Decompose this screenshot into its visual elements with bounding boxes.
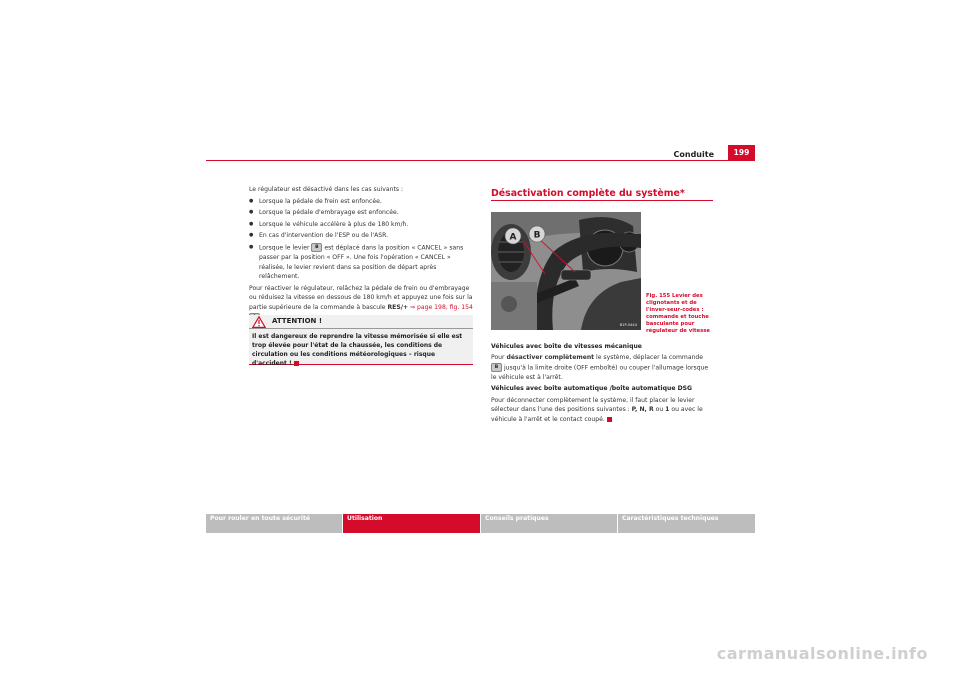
attention-header [249, 315, 473, 329]
attention-text: Il est dangereux de reprendre la vitesse mémorisée si elle est trop élevée pour l'état de la chaussée, les conditions de circulation ou les conditions météorologiques – risque d'accident ! [252, 333, 463, 367]
bullet-item: ● Lorsque la pédale d'embrayage est enfoncée. [249, 208, 474, 218]
end-marker-icon [607, 417, 612, 422]
bullet-item [249, 243, 474, 282]
bullet-item: ● Lorsque le véhicule accélère à plus de 180 km/h. [249, 220, 474, 230]
paragraph-text: jusqu'à la limite droite (OFF emboîté) ou couper l'allumage lorsque le véhicule est à l'arrêt. [491, 364, 709, 382]
running-header-title: Conduite [673, 150, 714, 159]
page-number: 199 [728, 145, 755, 160]
footer-tab-practical-tips[interactable]: Conseils pratiques [481, 514, 617, 533]
bold-term: P, N, R [631, 406, 654, 414]
callout-a-label: A [509, 232, 517, 243]
control-key-badge: B [311, 243, 322, 252]
subheading: Véhicules avec boîte de vitesses mécanique [491, 343, 642, 350]
section-rule [491, 200, 713, 201]
steering-lever-figure [491, 212, 641, 330]
paragraph-text: Pour déconnecter complètement le système, il faut placer le levier sélecteur dans l'une des positions suivantes : [491, 396, 695, 414]
automatic-gearbox-paragraph [491, 396, 715, 425]
paragraph-text: le système, déplacer la commande [596, 354, 704, 362]
footer-tab-safety[interactable]: Pour rouler en toute sécurité [206, 514, 342, 533]
bullet-item: ● Lorsque la pédale de frein est enfoncée. [249, 197, 474, 207]
footer-tab-operation[interactable]: Utilisation [343, 514, 480, 533]
page-reference-link[interactable]: ⇒ page 198, fig. 154 [409, 304, 473, 312]
intro-text: Le régulateur est désactivé dans les cas suivants : [249, 186, 404, 193]
bold-term: RES/+ [387, 304, 409, 312]
section-title: Désactivation complète du système* [491, 188, 685, 199]
left-column [249, 185, 474, 325]
bold-term: 1 [665, 406, 670, 414]
attention-title: ATTENTION ! [272, 317, 323, 325]
control-key-badge: B [491, 363, 502, 372]
figure-code: B1P-0444 [619, 323, 637, 327]
header-rule [206, 160, 755, 161]
watermark-text: carmanualsonline.info [716, 644, 928, 663]
warning-triangle-icon [252, 316, 266, 328]
callout-b-label: B [533, 230, 541, 241]
paragraph-text: Pour réactiver le régulateur, relâchez la pédale de frein ou d'embrayage ou réduisez la vitesse en dessous de 180 km/h et appuyez une fois sur la partie supérieure de la commande à bascule [249, 284, 473, 312]
paragraph-text: ou [655, 406, 664, 414]
bold-term: désactiver complètement [506, 354, 595, 362]
right-column-text [491, 342, 715, 426]
attention-body [249, 329, 473, 368]
footer-tab-technical-specs[interactable]: Caractéristiques techniques [618, 514, 755, 533]
figure-caption: Fig. 155 Levier des clignotants et de l'inver-seur-codes : commande et touche basculante pour régulateur de vitesse [646, 293, 711, 335]
manual-gearbox-paragraph [491, 353, 715, 382]
bullet-text: est déplacé dans la position « CANCEL » sans passer par la position « OFF ». Une fois l'opération « CANCEL » réalisée, le levier revient dans sa position de départ après relâchement. [259, 244, 464, 281]
subheading: Véhicules avec boîte automatique /boîte automatique DSG [491, 385, 693, 393]
end-marker-icon [294, 361, 299, 366]
paragraph-text: Pour [491, 354, 505, 362]
bullet-text: Lorsque le levier [259, 244, 310, 252]
bullet-item: ● En cas d'intervention de l'ESP ou de l'ASR. [249, 231, 474, 241]
attention-box [249, 315, 473, 365]
paragraph-text: ou avec le véhicule à l'arrêt et le contact coupé. [491, 406, 703, 424]
